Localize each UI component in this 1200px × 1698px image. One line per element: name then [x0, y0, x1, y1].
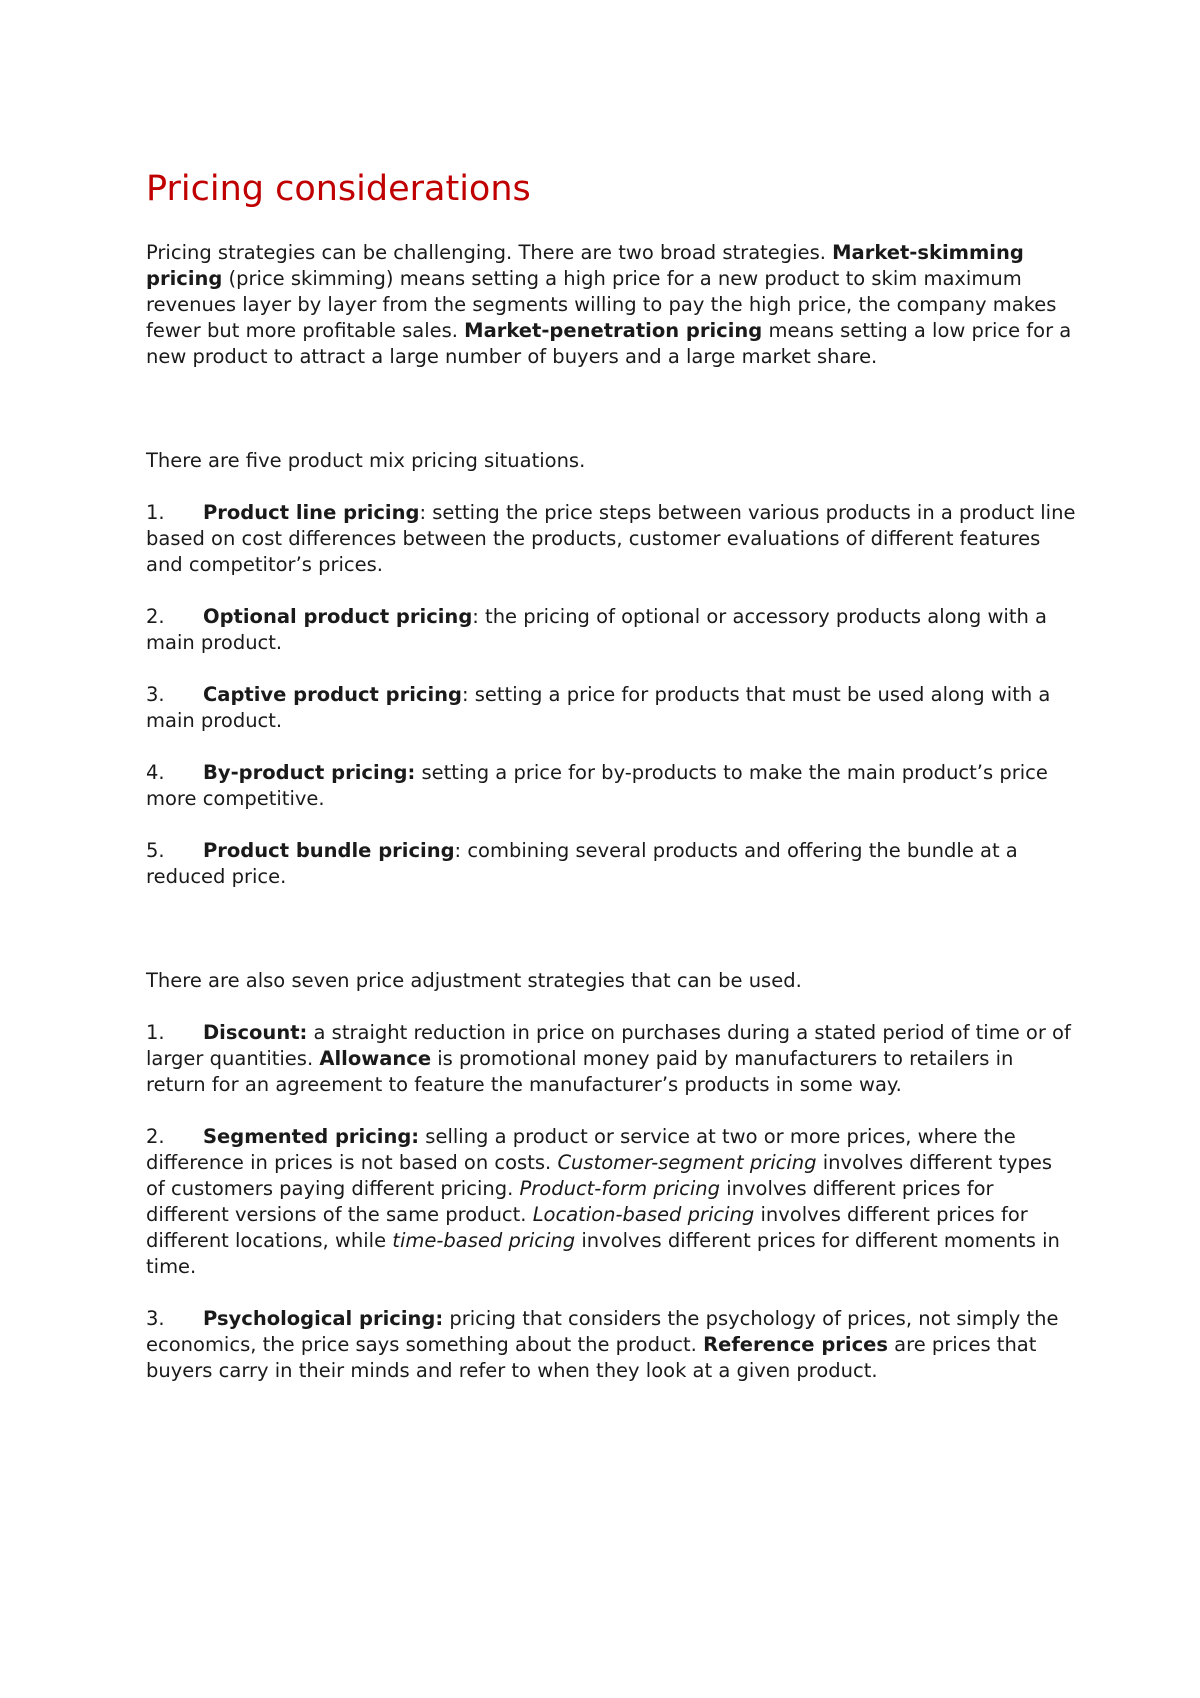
list-text: pricing that considers the psychology of prices, not simply the economics, the price says something about the product.: [146, 1307, 1059, 1356]
list-number: 1.: [146, 1021, 165, 1044]
mix-lead: There are five product mix pricing situations.: [146, 449, 586, 472]
page-title: Pricing considerations: [146, 169, 531, 209]
list-text: involves different prices for different moments in time.: [146, 1229, 1060, 1278]
list-text: is promotional money paid by manufacturers to retailers in return for an agreement to feature the manufacturer’s products in some way.: [146, 1047, 1014, 1096]
list-term: Product bundle pricing: [203, 839, 455, 862]
list-item: [146, 760, 1076, 812]
term-market-penetration: Market-penetration pricing: [464, 319, 763, 342]
adjust-lead: There are also seven price adjustment strategies that can be used.: [146, 969, 802, 992]
term-reference-prices: Reference prices: [703, 1333, 888, 1356]
list-number: 3.: [146, 683, 165, 706]
term-market-skimming: Market-skimming pricing: [146, 241, 1024, 290]
list-number: 1.: [146, 501, 165, 524]
term-customer-segment: Customer-segment pricing: [557, 1151, 817, 1174]
list-item: [146, 1020, 1076, 1098]
list-text: : combining several products and offering the bundle at a reduced price.: [146, 839, 1018, 888]
spacer: [146, 916, 1076, 968]
list-item: [146, 682, 1076, 734]
list-item: [146, 500, 1076, 578]
list-text: a straight reduction in price on purchases during a stated period of time or of larger quantities.: [146, 1021, 1071, 1070]
intro-text: Pricing strategies can be challenging. There are two broad strategies.: [146, 241, 833, 264]
list-text: involves different prices for different versions of the same product.: [146, 1177, 994, 1226]
list-text: selling a product or service at two or more prices, where the difference in prices is not based on costs.: [146, 1125, 1016, 1174]
list-text: are prices that buyers carry in their minds and refer to when they look at a given product.: [146, 1333, 1037, 1382]
list-text: : setting a price for products that must be used along with a main product.: [146, 683, 1051, 732]
list-term: Segmented pricing:: [203, 1125, 420, 1148]
list-item: [146, 838, 1076, 890]
term-time-based: time-based pricing: [392, 1229, 576, 1252]
list-term: Psychological pricing:: [203, 1307, 444, 1330]
list-term: Captive product pricing: [203, 683, 462, 706]
list-item: [146, 604, 1076, 656]
intro-text: (price skimming) means setting a high price for a new product to skim maximum revenues layer by layer from the segments willing to pay the high price, the company makes fewer but more profitable sales.: [146, 267, 1057, 342]
intro-paragraph: [146, 240, 1076, 370]
list-text: setting a price for by-products to make the main product’s price more competitive.: [146, 761, 1048, 810]
list-term: Product line pricing: [203, 501, 420, 524]
document-page: [146, 168, 1076, 1410]
list-number: 3.: [146, 1307, 165, 1330]
list-text: : setting the price steps between various products in a product line based on cost differences between the products, customer evaluations of different features and competitor’s prices.: [146, 501, 1076, 576]
list-item: [146, 1306, 1076, 1384]
list-term: By-product pricing:: [203, 761, 416, 784]
spacer: [146, 396, 1076, 448]
list-text: involves different types of customers paying different pricing.: [146, 1151, 1053, 1200]
list-text: : the pricing of optional or accessory products along with a main product.: [146, 605, 1048, 654]
term-product-form: Product-form pricing: [519, 1177, 721, 1200]
list-term: Optional product pricing: [203, 605, 473, 628]
list-text: involves different prices for different locations, while: [146, 1203, 1028, 1252]
list-number: 2.: [146, 605, 165, 628]
list-term: Discount:: [203, 1021, 308, 1044]
list-number: 2.: [146, 1125, 165, 1148]
intro-text: means setting a low price for a new product to attract a large number of buyers and a large market share.: [146, 319, 1072, 368]
list-number: 4.: [146, 761, 165, 784]
term-location-based: Location-based pricing: [532, 1203, 755, 1226]
list-item: [146, 1124, 1076, 1280]
list-number: 5.: [146, 839, 165, 862]
term-allowance: Allowance: [319, 1047, 432, 1070]
